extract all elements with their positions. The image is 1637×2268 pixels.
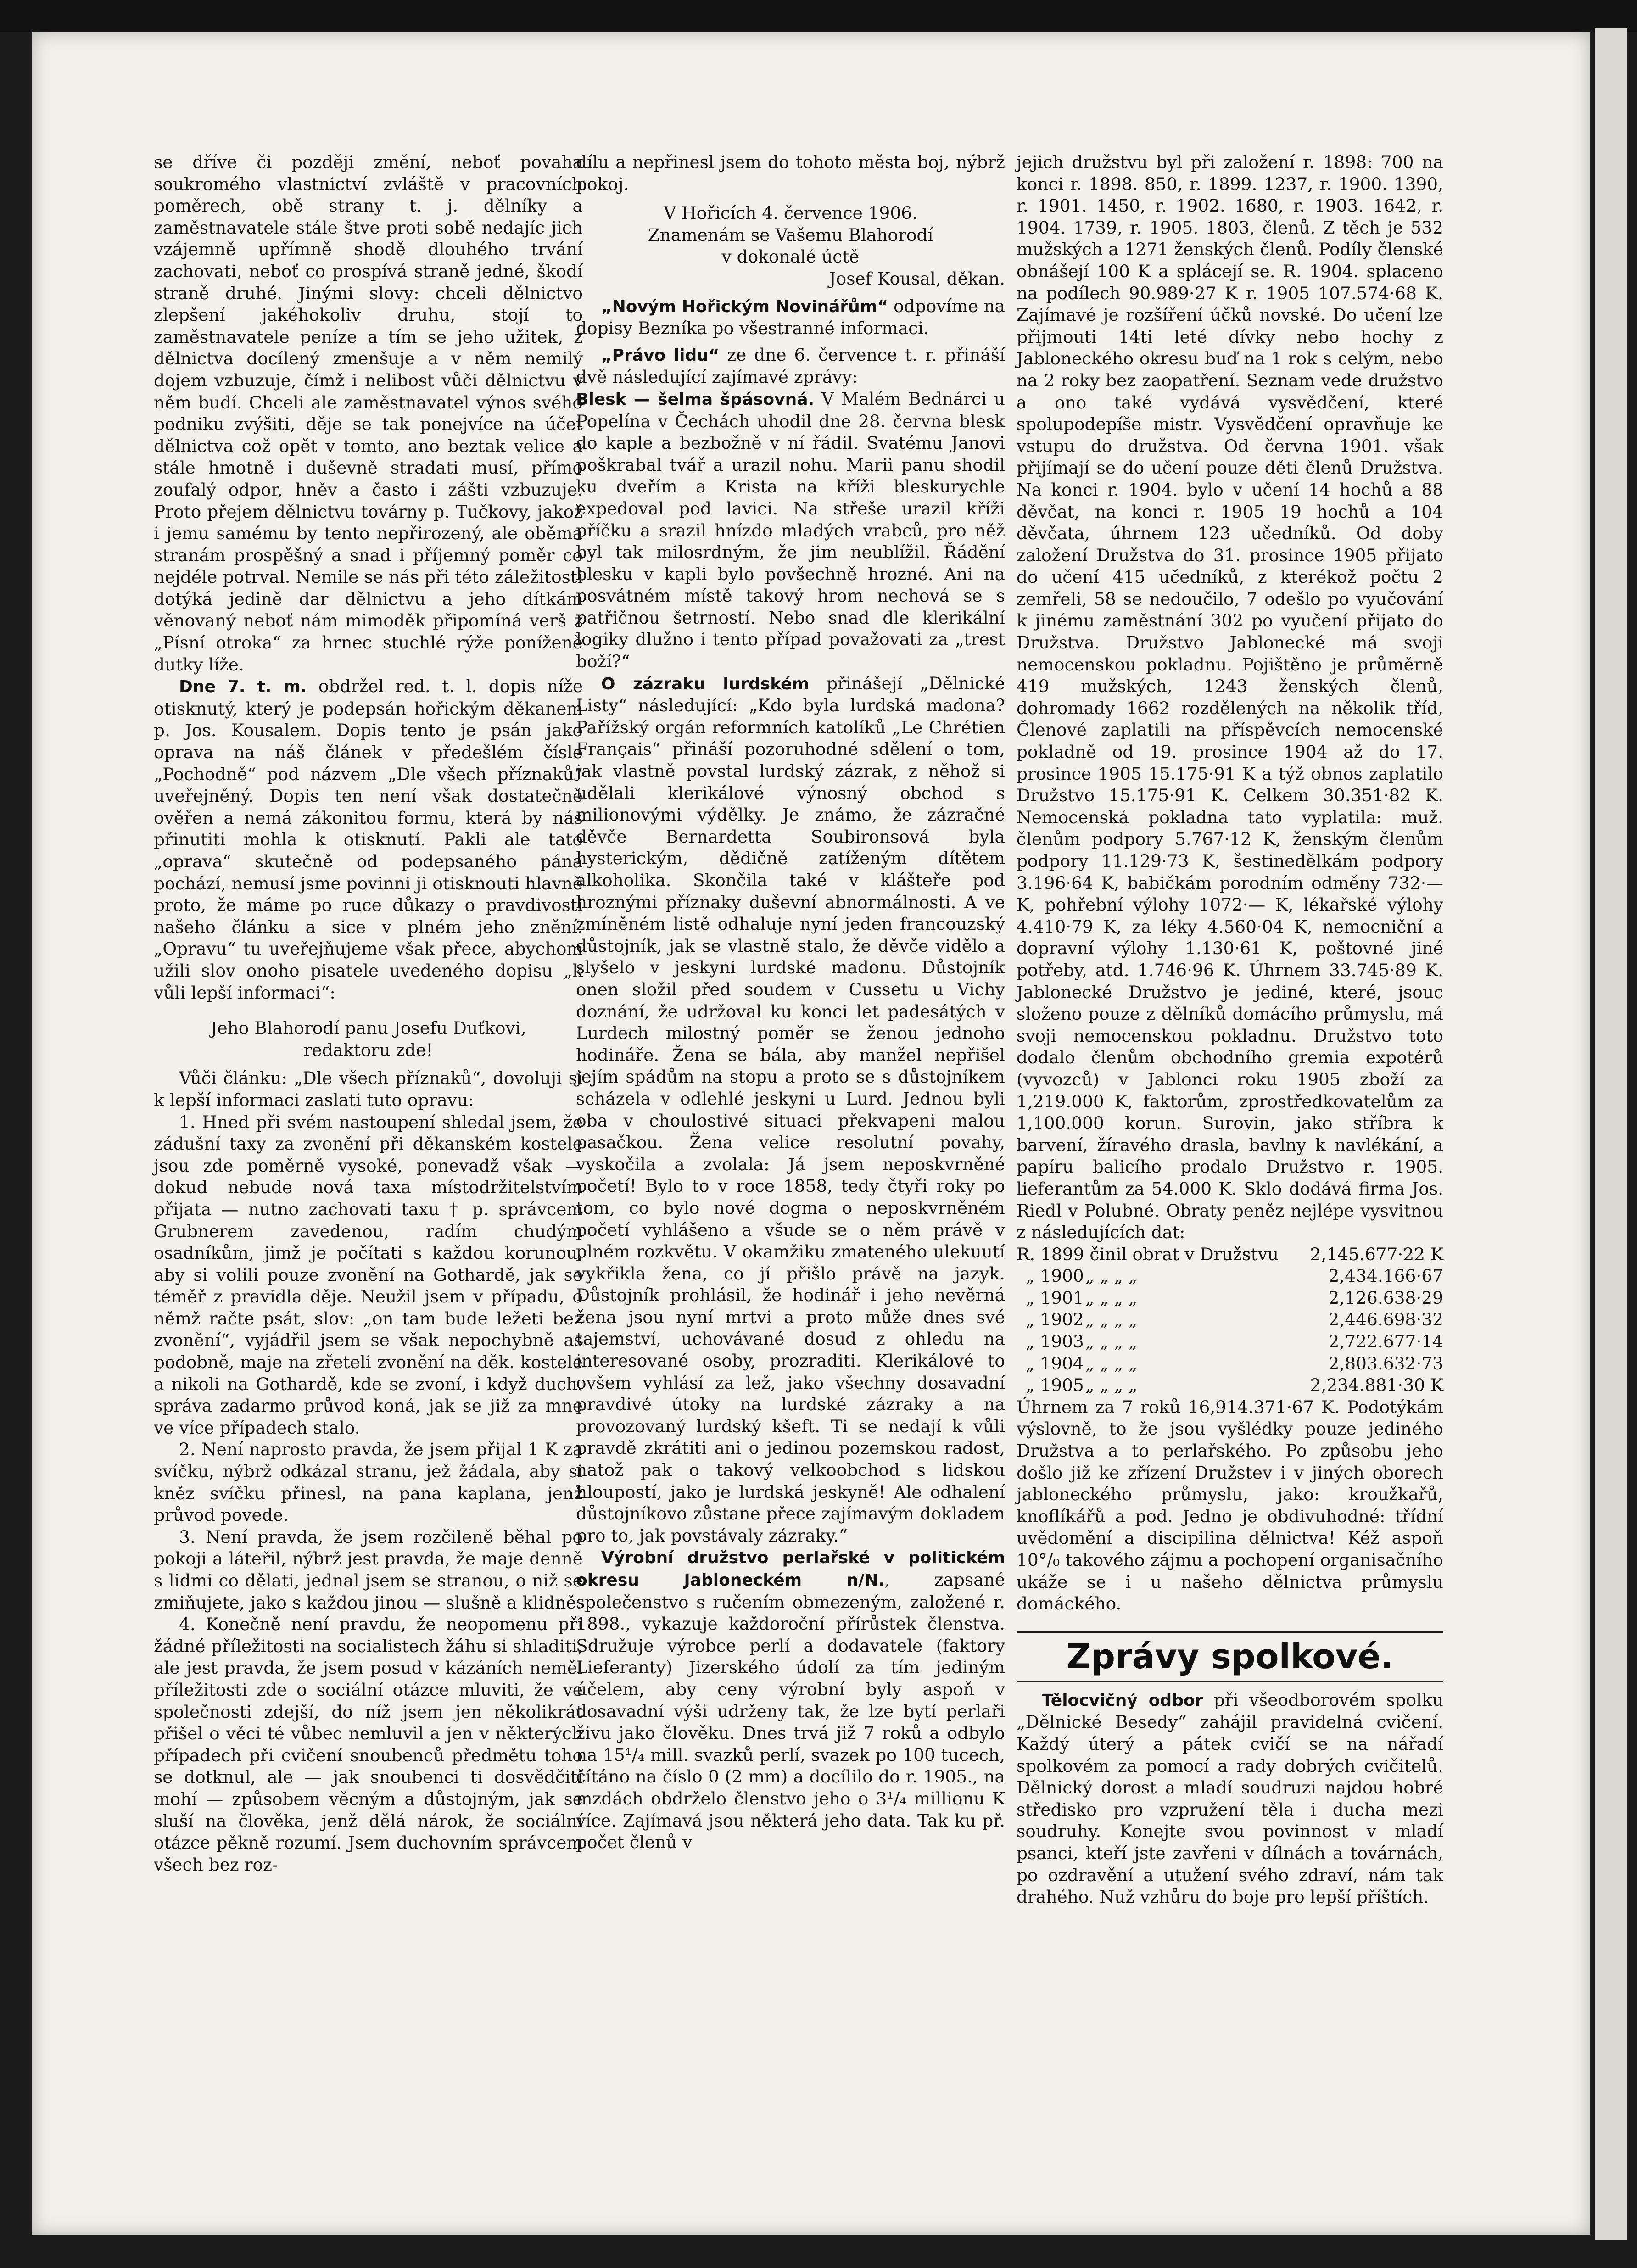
divider-top xyxy=(1017,1631,1443,1633)
turnover-first-value: 2,145.677·22 K xyxy=(1310,1244,1443,1264)
correction-intro xyxy=(154,676,583,1004)
turnover-value: 2,234.881·30 K xyxy=(1310,1375,1443,1396)
turnover-value: 2,803.632·73 xyxy=(1328,1353,1443,1374)
letter-item-3: 3. Není pravda, že jsem rozčileně běhal po pokoji a láteřil, nýbrž jest pravda, že maje denně s lidmi co dělati, jednal jsem se stranou, o niž se zmiňujete, jako s každou jinou — slušně a klidně. xyxy=(154,1526,583,1613)
section-title-spolky: Zprávy spolkové. xyxy=(1066,1637,1394,1676)
turnover-row xyxy=(1017,1309,1443,1331)
note-druzstvo xyxy=(576,1547,1005,1853)
druzstvo-continuation: jejich družstvu byl při založení r. 1898: 700 na konci r. 1898. 850, r. 1899. 1237, r. 1900. 1390, r. 1901. 1450, r. 1902. 1680, r. 1903. 1642, r. 1904. 1739, r. 1905. 1803, členů. Z těch je 532 mužských a 1271 ženských členů. Podíly členské obnášejí 100 K a splácejí se. R. 1904. splaceno na podílech 90.989·27 K r. 1905 107.574·68 K. Zajímavé je rozšíření účků novské. Do učení lze přijmouti 14ti leté dívky nebo hochy z Jabloneckého okresu buď na 1 rok s celým, nebo na 2 roky bez zaopatření. Seznam vede družstvo a ono také vydává vysvědčení, které spolupodepíše mistr. Vysvědčení opravňuje ke vstupu do družstva. Od června 1901. však přijímají se do učení pouze děti členů Družstva. Na konci r. 1904. bylo v učení 14 hochů a 88 děvčat, na konci r. 1905 19 hochů a 104 děvčata, úhrnem 123 učedníků. Od doby založení Družstva do 31. prosince 1905 přijato do učení 415 učedníků, z kterékož počtu 2 zemřeli, 58 se nedoučilo, 7 odešlo po vyučování k jinému zaměstnání 302 po vyučení přijato do Družstva. Družstvo Jablonecké má svoji nemocenskou pokladnu. Pojištěno je průměrně 419 mužských, 1243 ženských členů, dohromady 1662 rozdělených na několik tříd, Členové zaplatili na příspěvcích nemocenské pokladně od 19. prosince 1904 až do 17. prosince 1905 15.175·91 K a týž obnos zaplatilo Družstvo 15.175·91 K. Celkem 30.351·82 K. Nemocenská pokladna tato vyplatila: muž. členům podpory 5.767·12 K, ženským členům podpory 11.129·73 K, šestinedělkám podpory 3.196·64 K, babičkám porodním odměny 732·— K, pohřební výlohy 1072·— K, lékařské výlohy 4.410·79 K, za léky 4.560·04 K, nemocniční a dopravní výlohy 1.130·61 K, poštovné jiné potřeby, atd. 1.746·96 K. Úhrnem 33.745·89 K. Jablonecké Družstvo je jediné, které, jsouc složeno pouze z dělníků domácího průmyslu, má svoji nemocenskou pokladnu. Družstvo toto dodalo členům obchodního gremia expotérů (vyvozců) v Jablonci roku 1905 zboží za 1,219.000 K, faktorům, zprostředkovatelům za 1,100.000 korun. Surovin, jako stříbra k barvení, žíravého drasla, bavlny k navlékání, a papíru balicího prodalo Družstvo r. 1905. lieferantům za 54.000 K. Sklo dodává firma Jos. Riedl v Polubné. Obraty peněz nejlépe vysvitnou z následujících dat: xyxy=(1017,152,1443,1243)
scan-right-edge xyxy=(1595,28,1627,2240)
note-novinari-text: odpovíme na dopisy Bezníka po všestranné informaci. xyxy=(576,296,1005,339)
correction-lead: Dne 7. t. m. xyxy=(179,677,307,697)
note-novinari-lead: „Novým Hořickým Novinářům“ xyxy=(601,297,888,316)
turnover-value: 2,126.638·29 xyxy=(1328,1287,1443,1308)
letter-item-1: 1. Hned při svém nastoupení shledal jsem, že zádušní taxy za zvonění při děkanském kostele jsou zde poměrně vysoké, ponevadž však — dokud nebude nová taxa místodržitelstvím přijata — nutno zachovati taxu † p. správcem Grubnerem zavedenou, radím chudým osadníkům, jimž je počítati s každou korunou, aby si volili pouze zvonění na Gothardě, jak se téměř z pravidla děje. Neužil jsem v případu, o němž račte psát, slov: „on tam bude ležeti bez zvonění“, vyjádřil jsem se však nepochybně as podobně, maje na zřeteli zvonění na děk. kostele a nikoli na Gothardě, kde se zvoní, i když duch. správa zadarmo průvod koná, jak se již za mne ve více případech stalo. xyxy=(154,1112,583,1438)
note-lurdy-lead: O zázraku lurdském xyxy=(601,674,810,693)
note-druzstvo-lead: Výrobní družstvo perlařské v politickém okresu Jabloneckém n/N. xyxy=(576,1548,1005,1590)
turnover-value: 2,722.677·14 xyxy=(1328,1331,1443,1352)
column-left xyxy=(154,151,583,1876)
article-continuation: se dříve či později změní, neboť povaha soukromého vlastnictví zvláště v pracovních poměrech, obě strany t. j. dělníky a zaměstnavatele stále štve proti sobě nedajíc jich vzájemně upřímně shodě dlouhého trvání zachovati, neboť co prospívá straně jedné, škodí straně druhé. Jinými slovy: chceli dělnictvo zlepšení jakéhokoliv druhu, stojí to zaměstnavatele peníze a tím se jeho užitek, z dělnictva docílený zmenšuje a v něm nemilý dojem vzbuzuje, čímž i nelibost vůči dělnictvu v něm budí. Chceli ale zaměstnavatel výnos svého podniku zvýšiti, děje se tak ponejvíce na účet dělnictva což opět v tomto, ano beztak velice a stále hmotně i duševně stradati musí, přímo zoufalý odpor, hněv a často i zášti vzbuzuje. Proto přejem dělnictvu továrny p. Tučkovy, jakož i jemu samému by tento nepřirozený, ale oběma stranám prospěšný a snad i příjemný poměr co nejdéle potrval. Nemile se nás při této záležitosti dotýká jedině dar dělnictvu a jeho dítkám věnovaný neboť nám mimoděk připomíná verš z „Písní otroka“ za hrnec stuchlé rýže poníženě dutky líže. xyxy=(154,152,583,675)
note-telocvik xyxy=(1017,1689,1443,1908)
turnover-years xyxy=(1017,1265,1443,1397)
turnover-row xyxy=(1017,1374,1443,1397)
turnover-year: „ 1904 xyxy=(1026,1353,1084,1374)
druzstvo-summary: Úhrnem za 7 roků 16,914.371·67 K. Podotýkám výslovně, to že jsou vyšlédky pouze jediného Družstva a to perlařského. Po způsobu jeho došlo již ke zřízení Družstev i v jiných oborech jabloneckého průmyslu, jako: kroužkařů, knoflíkářů a pod. Jedno je obdivuhodné: třídní uvědomění a discipilina dělnictva! Kéž aspoň 10°/₀ takového zájmu a pochopení organisačního ukáže se i u našeho dělnictva průmyslu domáckého. xyxy=(1017,1397,1443,1614)
note-telocvik-text: při všeodborovém spolku „Dělnické Besedy“ zahájil pravidelná cvičení. Každý úterý a pátek cvičí se na nářadí spolkovém za pomocí a rady dobrých cvičitelů. Dělnický dorost a mladí soudruzi najdou hobré středisko pro vzpružení těla i ducha mezi soudruhy. Konejte svou povinnost v mladí psanci, kteří jste zavřeni v dílnách a továrnách, po ozdravění a utužení svého zdraví, nám tak drahého. Nuž vzhůru do boje pro lepší příštích. xyxy=(1017,1689,1443,1907)
letter-item-4: 4. Konečně není pravdu, že neopomenu při žádné příležitosti na socialistech žáhu si shladiti, ale jest pravda, že jsem posud v kázáních neměl příležitosti zde o sociální otázce mluviti, že ve společnosti zdejší, do níž jsem jen několikrát přišel o věci té vůbec nemluvil a jen v některých případech při cvičení snoubenců předmětu toho se dotknul, ale — jak snoubenci ti dosvědčiti mohí — způsobem věcným a důstojným, jak se sluší na člověka, jenž dělá nárok, že sociální otázce pěkně rozumí. Jsem duchovním správcem všech bez roz- xyxy=(154,1614,583,1875)
divider-bottom xyxy=(1017,1681,1443,1682)
letter-end: dílu a nepřinesl jsem do tohoto města boj, nýbrž pokoj. xyxy=(576,152,1005,194)
letter-addressee-title: redaktoru zde! xyxy=(303,1039,433,1060)
note-novinari xyxy=(576,296,1005,340)
note-pravo-lidu-lead: „Právo lidu“ xyxy=(601,346,720,365)
turnover-row xyxy=(1017,1287,1443,1309)
note-druzstvo-text: , zapsané společenstvo s ručením obmezeným, založené r. 1898., vykazuje každoroční přírůstek členstva. Sdružuje výrobce perlí a dodavatele (faktory Lieferanty) Jizerského údolí za tím jediným účelem, aby ceny výrobní byly aspoň v dosavadní výši udrženy tak, že lze bytí perlaři živu jako člověku. Dnes trvá již 7 roků a odbylo na 15¹/₄ mill. svazků perlí, svazek po 100 tucech, čítáno na číslo 0 (2 mm) a docílilo do r. 1905., na mzdách obdrželo členstvo jeho o 3¹/₄ millionu K více. Zajímavá jsou některá jeho data. Tak ku př. počet členů v xyxy=(576,1570,1005,1853)
turnover-year: „ 1902 xyxy=(1026,1309,1084,1330)
column-right xyxy=(1017,151,1443,1908)
note-telocvik-lead: Tělocvičný odbor xyxy=(1042,1691,1203,1710)
note-pravo-lidu-text: ze dne 6. července t. r. přináší dvě následující zajímavé zprávy: xyxy=(576,344,1005,387)
letter-greeting: Znamenám se Vašemu Blahorodí xyxy=(648,224,933,245)
turnover-row xyxy=(1017,1353,1443,1375)
turnover-ditto: „ „ „ „ xyxy=(1085,1309,1138,1330)
turnover-row-first xyxy=(1017,1244,1443,1266)
letter-place-date: V Hořicích 4. července 1906. xyxy=(663,203,918,223)
turnover-ditto: „ „ „ „ xyxy=(1085,1375,1138,1396)
turnover-year: „ 1905 xyxy=(1026,1375,1084,1396)
turnover-year: „ 1900 xyxy=(1026,1266,1084,1286)
scan-top-edge xyxy=(0,0,1637,32)
letter-item-2: 2. Není naprosto pravda, že jsem přijal 1 K za svíčku, nýbrž odkázal stranu, jež žádala, aby si kněz svíčku přinesl, na pana kaplana, jenž průvod povede. xyxy=(154,1439,583,1525)
turnover-year: „ 1901 xyxy=(1026,1287,1084,1308)
note-pravo-lidu xyxy=(576,344,1005,388)
turnover-ditto: „ „ „ „ xyxy=(1085,1287,1138,1308)
correction-text: obdržel red. t. l. dopis níže otisknutý, který je podepsán hořickým děkanem p. Jos. Kousalem. Dopis tento je psán jako oprava na náš článek v předešlém čísle „Pochodně“ pod názvem „Dle všech příznaků“ uveřejněný. Dopis ten není však dostatečně ověřen a nemá zákonitou formu, která by nás přinutiti mohla k otisknutí. Pakli ale tato „oprava“ skutečně od podepsaného pána pochází, nemusí jsme povinni ji otisknouti hlavně proto, že máme po ruce důkazy o pravdivosti našeho článku a sice v plném jeho znění. „Opravu“ tu uveřejňujeme však přece, abychom užili slov onoho pisatele uvedeného dopisu „k vůli lepší informaci“: xyxy=(154,676,583,1003)
note-blesk xyxy=(576,388,1005,673)
turnover-ditto: „ „ „ „ xyxy=(1085,1266,1138,1286)
letter-addressee: Jeho Blahorodí panu Josefu Duťkovi, xyxy=(210,1018,526,1039)
note-blesk-lead: Blesk — šelma špásovná. xyxy=(576,390,815,409)
turnover-value: 2,446.698·32 xyxy=(1328,1309,1443,1330)
turnover-row xyxy=(1017,1331,1443,1353)
note-lurdy-text: přinášejí „Dělnické Listy“ následující: „Kdo byla lurdská madona? Pařížský orgán reformních katolíků „Le Chrétien Français“ přináší pozoruhodné sdělení o tom, jak vlastně povstal lurdský zázrak, z něhož si udělali klerikálové výnosný obchod s milionovými výdělky. Je známo, že zázračné děvče Bernardetta Soubironsová byla hysterickým, dědičně zatíženým dítětem alkoholika. Skončila také v klášteře pod hroznými příznaky duševní abnormálnosti. A ve zmíněném listě odhaluje nyní jeden francouzský důstojník, jak se vlastně stalo, že děvče vidělo a slyšelo v jeskyni lurdské madonu. Důstojník onen složil před soudem v Cussetu u Vichy doznání, že udržoval ku konci let padesátých v Lurdech milostný poměr se ženou jednoho hodináře. Žena se bála, aby manžel nepřišel jejím spádům na stopu a proto se s důstojníkem scházela v odlehlé jeskyni u Lurd. Jednou byli oba v choulostivé situaci překvapeni malou pasačkou. Žena velice resolutní povahy, vyskočila a zvolala: Já jsem neposkvrněné početí! Bylo to v roce 1858, tedy čtyři roky po tom, co bylo nové dogma o neposkvrněném početí vyhlášeno a všude se o něm právě v plném rozkvětu. V okamžiku zmateného ulekuutí vykřikla žena, co jí přišlo právě na jazyk. Důstojník prohlásil, že hodinář i jeho nevěrná žena jsou nyní mrtvi a proto může dnes své tajemství, uchovávané dosud z ohledu na interesované osoby, prozraditi. Klerikálové to ovšem vyhlásí za lež, jako všechny dosavadní pravdivé útoky na lurdské zázraky a na provozovaný lurdský kšeft. Ti se nedají k vůli pravdě zkrátiti ani o jedinou pozemskou radost, natož pak o takový velkoobchod s lidskou hloupostí, jako je lurdská jeskyně! Ale odhalení důstojníkovo zůstane přece zajímavým dokladem pro to, jak povstávaly zázraky.“ xyxy=(576,673,1006,1546)
column-middle xyxy=(576,151,1005,1854)
note-blesk-text: V Malém Bednárci u Popelína v Čechách uhodil dne 28. června blesk do kaple a bezbožně v ní řádil. Svatému Janovi poškrabal tvář a urazil nohu. Marii panu shodil ku dveřím a Krista na kříži bleskurychle expedoval pod lavici. Na střeše urazil kříži příčku a srazil hnízdo mladých vrabců, pro něž byl tak milosrdným, že jim neublížil. Řádění blesku v kapli bylo povšechně hrozné. Ani na posvátném místě takový hrom nechová se s patřičnou šetrností. Nebo snad dle klerikální logiky dlužno i tento případ považovati za „trest boží?“ xyxy=(576,388,1005,672)
note-lurdy xyxy=(576,673,1005,1547)
turnover-ditto: „ „ „ „ xyxy=(1085,1331,1138,1352)
letter-intro: Vůči článku: „Dle všech příznaků“, dovoluji si k lepší informaci zaslati tuto opravu: xyxy=(154,1068,583,1110)
turnover-value: 2,434.166·67 xyxy=(1328,1266,1443,1286)
letter-signature: Josef Kousal, děkan. xyxy=(829,268,1005,289)
letter-greeting-2: v dokonalé úctě xyxy=(721,246,860,267)
turnover-table xyxy=(1017,1244,1443,1266)
turnover-lead: R. 1899 činil obrat v Družstvu xyxy=(1017,1244,1279,1264)
turnover-year: „ 1903 xyxy=(1026,1331,1084,1352)
turnover-row xyxy=(1017,1265,1443,1287)
turnover-ditto: „ „ „ „ xyxy=(1085,1353,1138,1374)
